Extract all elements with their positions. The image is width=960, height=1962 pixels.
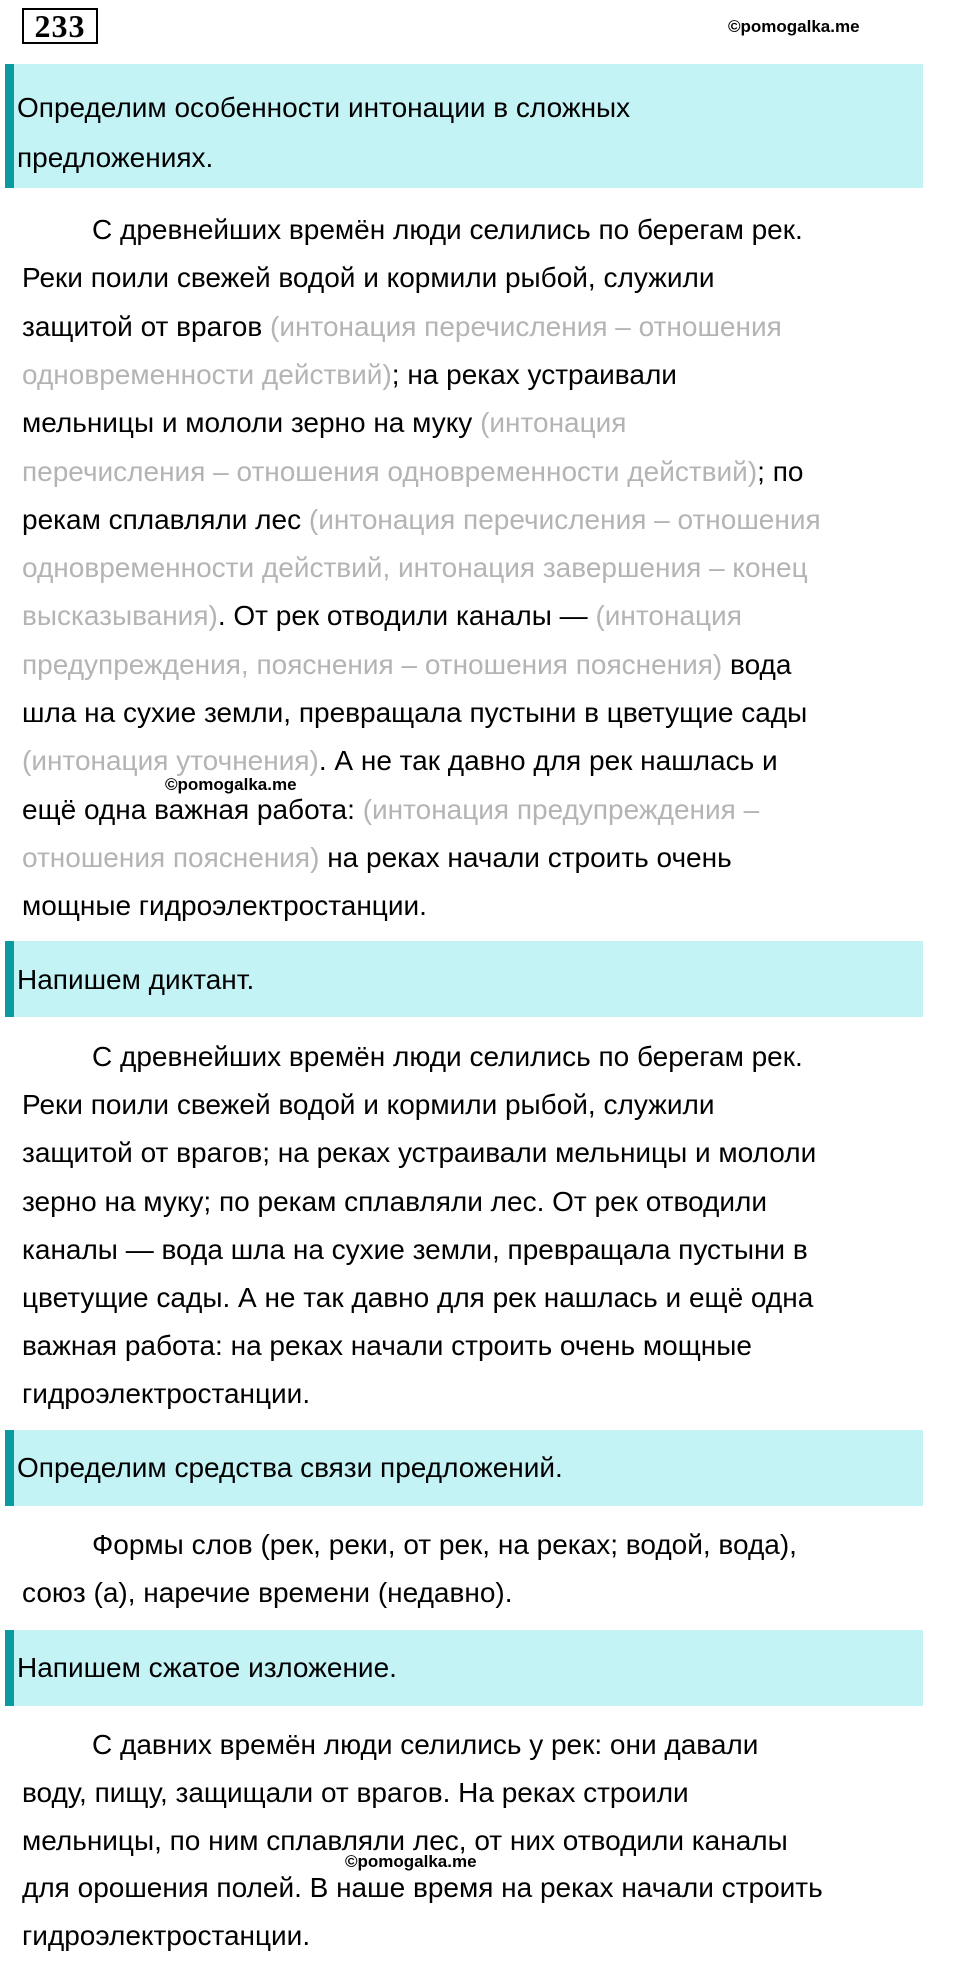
text-segment: мельницы и мололи зерно на муку: [22, 407, 481, 439]
paragraph-line: [22, 310, 782, 344]
paragraph-line: [22, 455, 803, 489]
intonation-annotation: высказывания): [22, 600, 218, 632]
intonation-annotation: одновременности действий, интонация завершения – конец: [22, 552, 808, 584]
paragraph-line: [22, 358, 677, 392]
paragraph-line: [22, 503, 821, 537]
text-segment: Реки поили свежей водой и кормили рыбой, служили: [22, 262, 715, 294]
paragraph-line: [22, 744, 778, 778]
section-header-text: предложениях.: [17, 142, 214, 173]
paragraph-line: [22, 1281, 813, 1315]
header-accent-bar: [5, 64, 14, 188]
text-segment: гидроэлектростанции.: [22, 1378, 311, 1410]
paragraph-line: [22, 889, 427, 923]
paragraph-line: [92, 1728, 758, 1762]
text-segment: С древнейших времён люди селились по берегам рек.: [92, 214, 803, 245]
header-accent-bar: [5, 1630, 14, 1706]
text-segment: для орошения полей. В наше время на реках начали строить: [22, 1872, 823, 1904]
text-segment: шла на сухие земли, превращала пустыни в цветущие сады: [22, 697, 808, 728]
paragraph-line: [22, 599, 742, 633]
text-segment: союз (а), наречие времени (недавно).: [22, 1576, 513, 1608]
paragraph-line: [22, 1088, 715, 1122]
header-accent-bar: [5, 1430, 14, 1506]
paragraph-line: [92, 213, 803, 247]
section-header-text: Определим средства связи предложений.: [17, 1452, 563, 1483]
intonation-annotation: (интонация перечисления – отношения: [308, 503, 821, 535]
intonation-annotation: предупреждения, пояснения – отношения пояснения): [22, 648, 723, 680]
text-segment: на реках начали строить очень: [319, 841, 732, 873]
text-segment: гидроэлектростанции.: [22, 1920, 311, 1952]
text-segment: воду, пищу, защищали от врагов. На реках строили: [22, 1776, 689, 1808]
text-segment: . А не так давно для рек нашлась и: [318, 745, 778, 777]
intonation-annotation: отношения пояснения): [22, 841, 320, 873]
text-segment: . От рек отводили каналы —: [217, 600, 596, 632]
text-segment: ; на реках устраивали: [391, 358, 677, 390]
paragraph-line: [22, 1871, 823, 1905]
intonation-annotation: (интонация уточнения): [22, 745, 319, 777]
text-segment: вода: [722, 648, 792, 680]
site-watermark: ©pomogalka.me: [728, 17, 860, 36]
text-segment: ещё одна важная работа:: [22, 793, 363, 825]
intonation-annotation: одновременности действий): [22, 358, 392, 390]
text-segment: защитой от врагов: [22, 310, 270, 342]
paragraph-line: [92, 1040, 803, 1074]
section-header-text: Напишем сжатое изложение.: [17, 1652, 397, 1683]
intonation-annotation: (интонация перечисления – отношения: [270, 310, 782, 342]
paragraph-line: [22, 648, 791, 682]
exercise-number: 233: [22, 8, 98, 44]
intonation-annotation: (интонация: [595, 600, 742, 632]
text-segment: защитой от врагов; на реках устраивали мельницы и мололи: [22, 1137, 817, 1169]
paragraph-line: [22, 1919, 310, 1953]
paragraph-line: [22, 551, 808, 585]
paragraph-line: [22, 1329, 752, 1363]
paragraph-line: [22, 1185, 767, 1219]
text-segment: Реки поили свежей водой и кормили рыбой, служили: [22, 1089, 715, 1121]
paragraph-line: [22, 1136, 816, 1170]
header-accent-bar: [5, 941, 14, 1017]
watermark: ©pomogalka.me: [345, 1852, 477, 1871]
intonation-annotation: (интонация предупреждения –: [362, 793, 760, 825]
section-header-text: Определим особенности интонации в сложных: [17, 92, 631, 123]
intonation-annotation: перечисления – отношения одновременности действий): [22, 455, 758, 487]
section-header-text: Напишем диктант.: [17, 964, 255, 995]
paragraph-line: [22, 1776, 689, 1810]
text-segment: С древнейших времён люди селились по берегам рек.: [92, 1041, 803, 1072]
text-segment: С давних времён люди селились у рек: они давали: [92, 1729, 759, 1760]
paragraph-line: [22, 1377, 310, 1411]
text-segment: каналы — вода шла на сухие земли, превращала пустыни в: [22, 1233, 808, 1265]
intonation-annotation: (интонация: [480, 407, 627, 439]
text-segment: рекам сплавляли лес: [22, 503, 309, 535]
text-segment: важная работа: на реках начали строить очень мощные: [22, 1330, 752, 1362]
paragraph-line: [92, 1528, 797, 1562]
text-segment: мельницы, по ним сплавляли лес, от них отводили каналы: [22, 1824, 788, 1856]
paragraph-line: [22, 1576, 513, 1610]
paragraph-line: [22, 261, 715, 295]
paragraph-line: [22, 793, 759, 827]
paragraph-line: [22, 841, 732, 875]
text-segment: Формы слов (рек, реки, от рек, на реках; водой, вода),: [92, 1529, 797, 1560]
text-segment: зерно на муку; по рекам сплавляли лес. От рек отводили: [22, 1185, 767, 1217]
paragraph-line: [22, 696, 807, 730]
paragraph-line: [22, 406, 626, 440]
text-segment: цветущие сады. А не так давно для рек нашлась и ещё одна: [22, 1282, 814, 1313]
text-segment: мощные гидроэлектростанции.: [22, 890, 427, 922]
paragraph-line: [22, 1233, 808, 1267]
text-segment: ; по: [757, 455, 804, 487]
watermark: ©pomogalka.me: [165, 775, 297, 794]
